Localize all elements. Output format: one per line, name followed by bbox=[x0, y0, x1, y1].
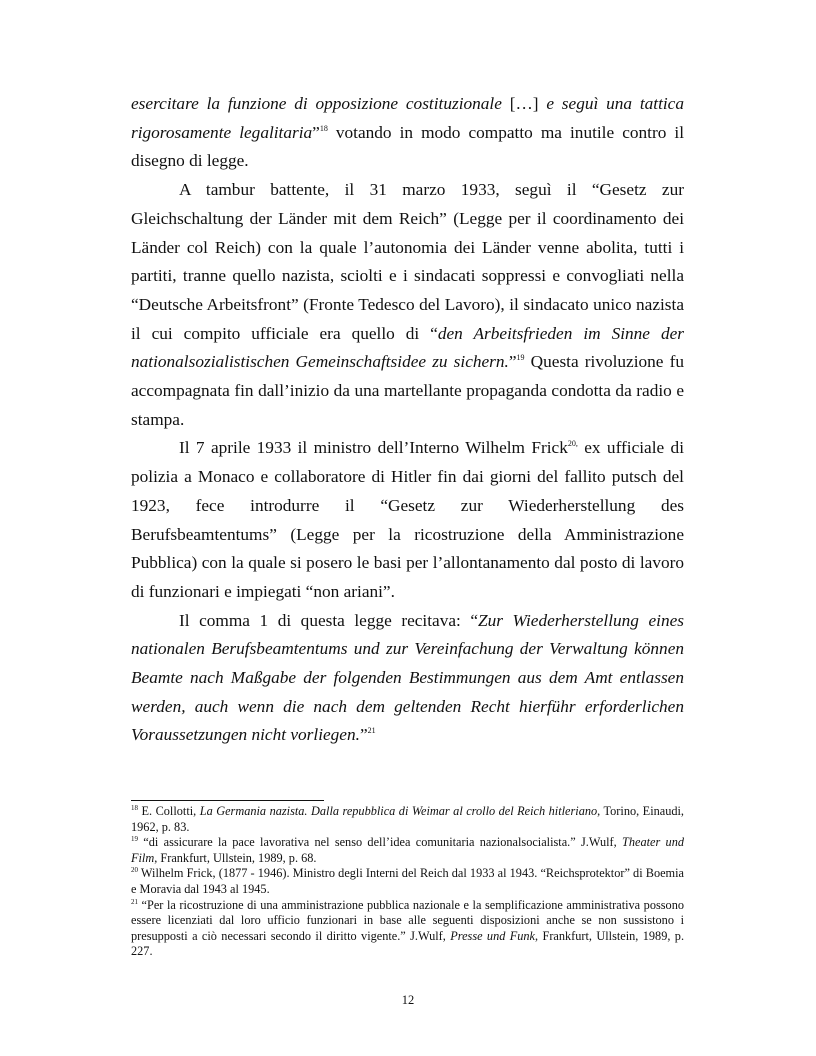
footnote-ref-18[interactable]: 18 bbox=[319, 123, 328, 133]
footnote-18 bbox=[131, 804, 684, 835]
p4-roman-a: Il comma 1 di questa legge recitava: “ bbox=[179, 610, 479, 630]
main-text bbox=[131, 90, 684, 750]
fn21-roman-b: , Frankfurt, Ullstein, 1989, p. 227. bbox=[131, 928, 685, 959]
fn20-roman-a: Wilhelm Frick, (1877 - 1946). Ministro degli Interni del Reich dal 1933 al 1943. “Reichsprotektor” di Boemia e Moravia dal 1943 al 1945. bbox=[131, 866, 684, 896]
fn21-roman-a: “Per la ricostruzione di una amministrazione pubblica nazionale e la semplificazione amministrativa possono essere licenziati dal loro ufficio funzionari in base alle seguenti disposizioni anche se non sussistono i presupposti a ciò necessari secondo il diritto vigente.” J.Wulf, bbox=[131, 897, 684, 943]
fn19-italic-a: Theater und Film bbox=[131, 835, 684, 865]
footnote-number: 20 bbox=[131, 866, 138, 875]
p2-quote-close: ” bbox=[508, 352, 517, 372]
page-number: 12 bbox=[401, 993, 415, 1007]
footnote-21 bbox=[131, 898, 684, 960]
p3-roman-a: Il 7 aprile 1933 il ministro dell’Interno Wilhelm Frick bbox=[179, 438, 568, 458]
paragraph-2 bbox=[131, 176, 684, 434]
paragraph-3 bbox=[131, 434, 684, 606]
p1-roman-b: votando in modo compatto ma inutile contro il disegno di legge. bbox=[131, 122, 684, 171]
fn21-italic-a: Presse und Funk bbox=[450, 928, 536, 943]
footnote-20 bbox=[131, 866, 684, 897]
paragraph-4 bbox=[131, 607, 684, 751]
footnote-number: 21 bbox=[131, 897, 138, 906]
p1-roman-a: […] bbox=[501, 94, 547, 113]
fn18-roman-a: E. Collotti, bbox=[138, 804, 200, 818]
fn18-roman-b: , Torino, Einaudi, 1962, p. 83. bbox=[131, 804, 685, 834]
fn19-roman-a: “di assicurare la pace lavorativa nel senso dell’idea comunitaria nazionalsocialista.” J.Wulf, bbox=[138, 835, 622, 850]
p4-quote-close: ” bbox=[359, 725, 368, 745]
p1-italic-a: esercitare la funzione di opposizione costituzionale bbox=[131, 94, 502, 113]
fn18-italic-a: La Germania nazista. Dalla repubblica di Weimar al crollo del Reich hitleriano bbox=[199, 804, 598, 818]
p1-quote-close: ” bbox=[312, 122, 320, 142]
footnote-ref-19[interactable]: 19 bbox=[516, 353, 525, 363]
p2-roman-b: Questa rivoluzione fu accompagnata fin dall’inizio da una martellante propaganda condotta da radio e stampa. bbox=[131, 352, 684, 429]
footnote-number: 19 bbox=[131, 835, 138, 844]
footnote-separator bbox=[131, 800, 324, 801]
p1-italic-b: e seguì una tattica rigorosamente legalitaria bbox=[131, 94, 684, 142]
paragraph-1 bbox=[131, 90, 684, 176]
p2-italic-a: den Arbeitsfrieden im Sinne der nationalsozialistischen Gemeinschaftsidee zu sichern. bbox=[131, 323, 684, 372]
footnote-ref-21[interactable]: 21 bbox=[367, 726, 376, 736]
footnote-ref-20[interactable]: 20, bbox=[567, 439, 578, 449]
footnote-19 bbox=[131, 835, 684, 866]
fn19-roman-b: , Frankfurt, Ullstein, 1989, p. 68. bbox=[154, 850, 317, 865]
p4-italic-a: Zur Wiederherstellung eines nationalen Berufsbeamtentums und zur Vereinfachung der Verwaltung können Beamte nach Maßgabe der folgenden Bestimmungen aus dem Amt entlassen werden, auch wenn die nach dem geltenden Recht hierführ erforderlichen Voraussetzungen nicht vorliegen. bbox=[131, 610, 684, 745]
footnotes bbox=[131, 804, 684, 960]
footnote-number: 18 bbox=[131, 804, 138, 812]
p3-roman-b: ex ufficiale di polizia a Monaco e collaboratore di Hitler fin dai giorni del fallito putsch del 1923, fece introdurre il “Gesetz zur Wiederherstellung des Berufsbeamtentums” (Legge per la ricostruzione della Amministrazione Pubblica) con la quale si posero le basi per l’allontanamento dal posto di lavoro di funzionari e impiegati “non ariani”. bbox=[131, 438, 685, 601]
p2-roman-a: A tambur battente, il 31 marzo 1933, seguì il “Gesetz zur Gleichschaltung der Länder mit dem Reich” (Legge per il coordinamento dei Länder col Reich) con la quale l’autonomia dei Länder venne abolita, tutti i partiti, tranne quello nazista, sciolti e i sindacati soppressi e convogliati nella “Deutsche Arbeitsfront” (Fronte Tedesco del Lavoro), il sindacato unico nazista il cui compito ufficiale era quello di “ bbox=[131, 180, 684, 343]
